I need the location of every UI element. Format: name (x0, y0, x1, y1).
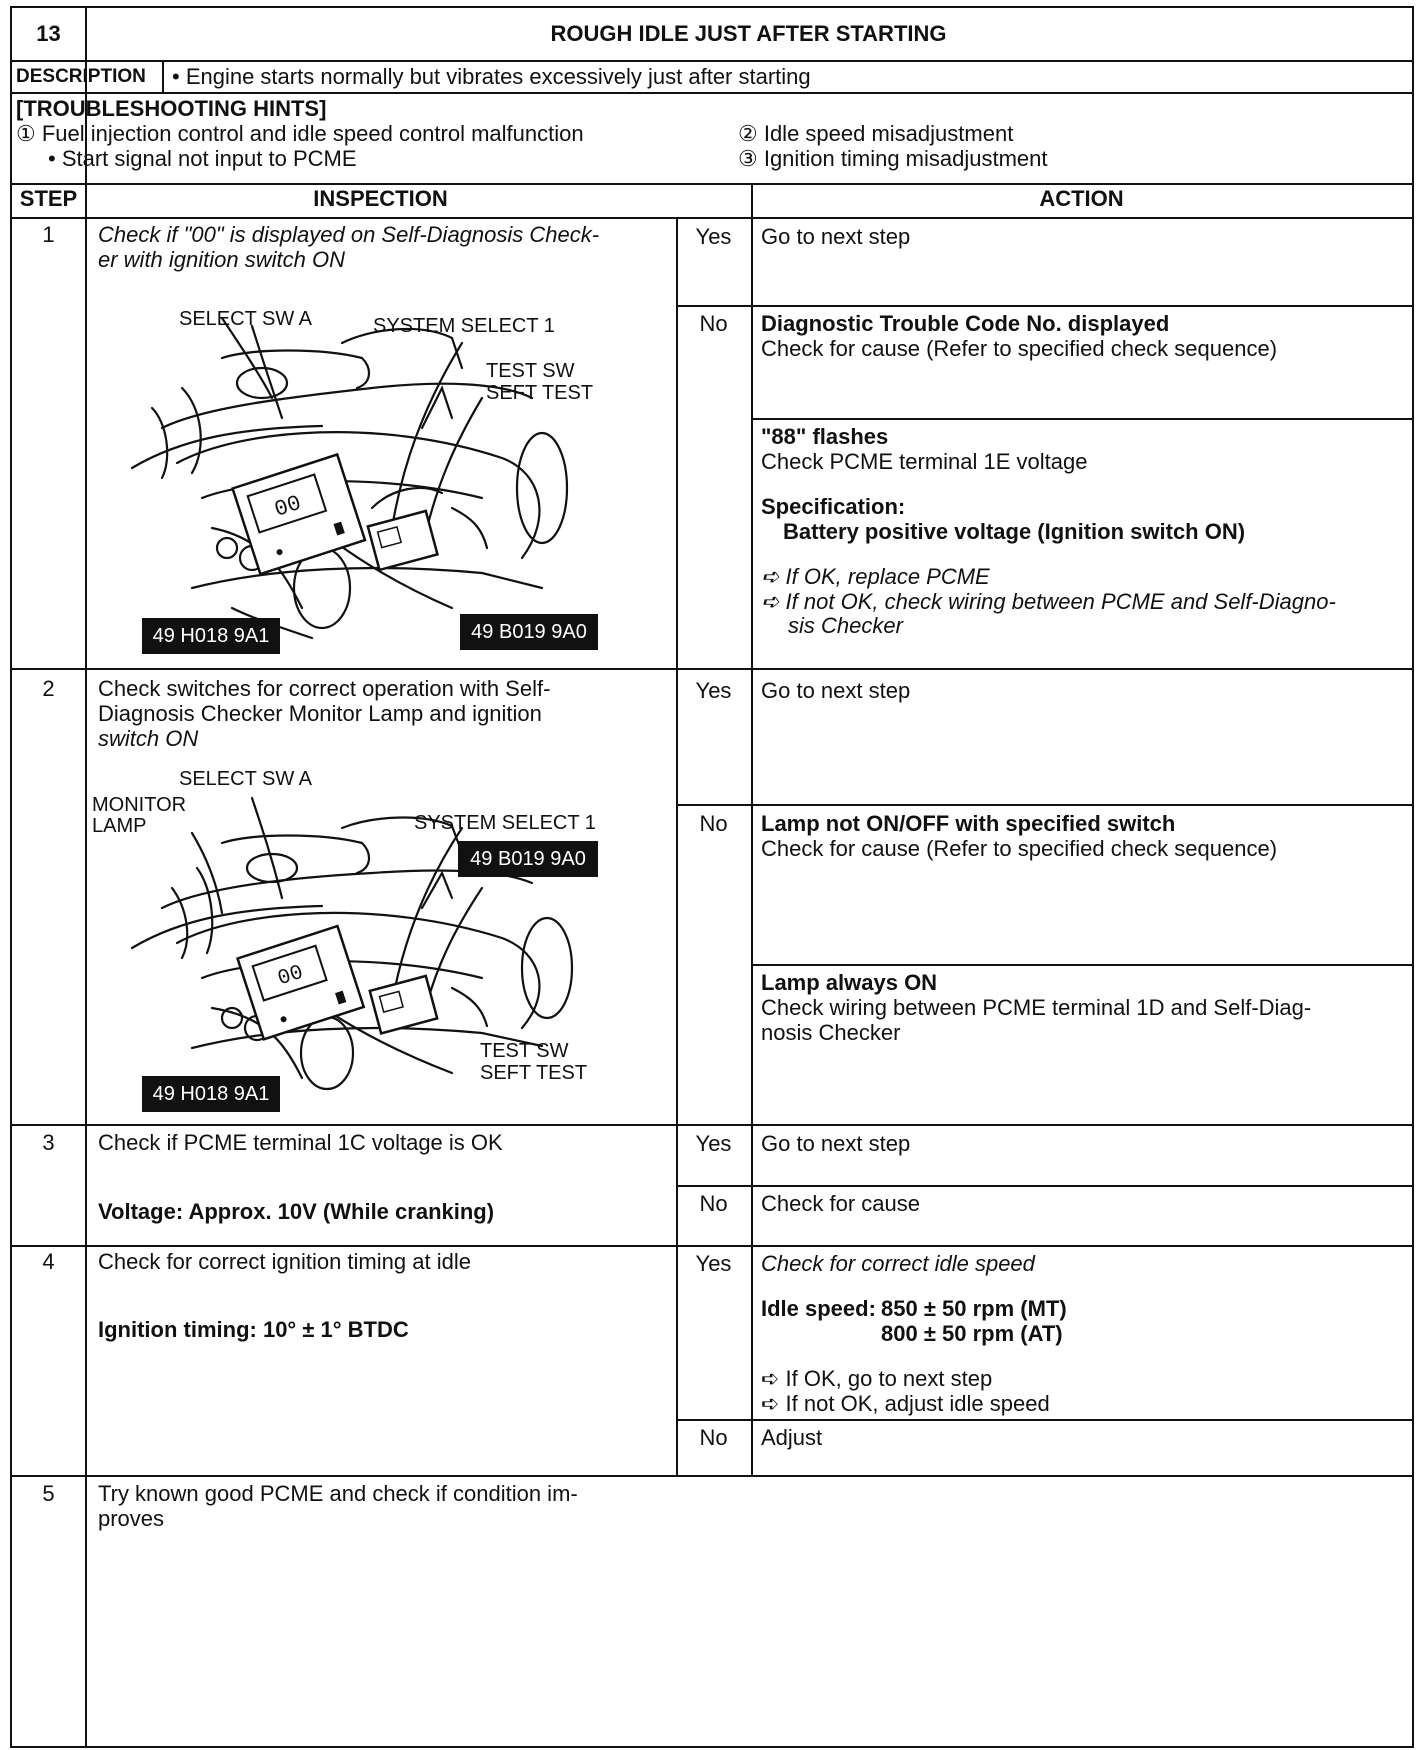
step2-always-text: Check wiring between PCME terminal 1D and Self-Diag- (761, 995, 1312, 1020)
step5-inspection-line2: proves (98, 1506, 165, 1531)
column-action: ACTION (1039, 186, 1124, 211)
step2-label-monitor: MONITOR (92, 794, 187, 816)
step1-flash-title: "88" flashes (761, 424, 889, 449)
rule-description-label (162, 60, 164, 92)
step4-yes-text: Check for correct idle speed (761, 1251, 1035, 1276)
rule-header-bottom (12, 60, 1412, 62)
step2-label-select-sw: SELECT SW A (179, 768, 313, 790)
step1-yes-text: Go to next step (761, 224, 911, 249)
step1-no-title: Diagnostic Trouble Code No. displayed (761, 311, 1170, 336)
hint-2: ② Idle speed misadjustment (738, 121, 1014, 146)
step5-inspection: Try known good PCME and check if condition im- (98, 1481, 578, 1506)
step4-no-label: No (699, 1425, 728, 1450)
rule-step1-bottom (12, 668, 1412, 670)
hint-1: ① Fuel injection control and idle speed control malfunction (16, 121, 584, 146)
step1-label-select-sw: SELECT SW A (179, 308, 313, 330)
rule-description-bottom (12, 92, 1412, 94)
step1-not-ok: ➪ If not OK, check wiring between PCME and Self-Diagno- (761, 589, 1336, 614)
step1-not-ok-line2: sis Checker (788, 613, 903, 638)
step1-label-test-sw: TEST SW (486, 360, 575, 382)
rule-step2-yes-bottom (676, 804, 1412, 806)
step3-no-text: Check for cause (761, 1191, 920, 1216)
step2-checker-display: 00 (275, 961, 307, 992)
step3-no-label: No (699, 1191, 728, 1216)
step1-ok: ➪ If OK, replace PCME (761, 564, 990, 589)
step1-inspection: Check if "00" is displayed on Self-Diagnosis Check- (98, 222, 600, 247)
step1-checker-display: 00 (271, 490, 305, 523)
hints-title: [TROUBLESHOOTING HINTS] (16, 96, 327, 121)
step4-spec: Ignition timing: 10° ± 1° BTDC (98, 1317, 409, 1342)
rule-inspection-right (676, 217, 678, 1475)
step1-label-seft-test: SEFT TEST (486, 382, 594, 404)
step2-always-title: Lamp always ON (761, 970, 938, 995)
step3-spec: Voltage: Approx. 10V (While cranking) (98, 1199, 495, 1224)
column-inspection: INSPECTION (313, 186, 448, 211)
rule-step3-bottom (12, 1245, 1412, 1247)
step3-yes-text: Go to next step (761, 1131, 911, 1156)
step2-label-lamp: LAMP (92, 815, 147, 837)
step1-label-system-select: SYSTEM SELECT 1 (373, 315, 555, 337)
step4-idle-at: 800 ± 50 rpm (AT) (881, 1321, 1063, 1346)
step1-code-b019: 49 B019 9A0 (460, 614, 598, 650)
step-number: 1 (42, 222, 55, 247)
hint-3: ③ Ignition timing misadjustment (738, 146, 1048, 171)
rule-step3-yes-bottom (676, 1185, 1412, 1187)
step4-idle-mt: 850 ± 50 rpm (MT) (881, 1296, 1067, 1321)
step2-label-seft-test: SEFT TEST (480, 1062, 588, 1084)
step2-inspection-line3: switch ON (98, 726, 199, 751)
step1-yes-label: Yes (695, 224, 732, 249)
step2-code-b019: 49 B019 9A0 (458, 841, 598, 877)
step2-code-h018: 49 H018 9A1 (142, 1076, 280, 1112)
step1-inspection-line2: er with ignition switch ON (98, 247, 345, 272)
step4-no-text: Adjust (761, 1425, 823, 1450)
step-number: 2 (42, 676, 55, 701)
step4-not-ok: ➪ If not OK, adjust idle speed (761, 1391, 1050, 1416)
step1-spec-label: Specification: (761, 494, 906, 519)
rule-columns-bottom (12, 217, 1412, 219)
rule-action-left (751, 183, 753, 1475)
rule-step4-yes-bottom (676, 1419, 1412, 1421)
hint-1-sub: • Start signal not input to PCME (48, 146, 357, 171)
step-number: 5 (42, 1481, 55, 1506)
description-text: • Engine starts normally but vibrates excessively just after starting (172, 64, 811, 89)
column-step: STEP (19, 186, 78, 211)
sheet-number: 13 (36, 21, 61, 46)
step3-inspection: Check if PCME terminal 1C voltage is OK (98, 1130, 503, 1155)
step-number: 4 (42, 1249, 55, 1274)
step-number: 3 (42, 1130, 55, 1155)
step1-flash-text: Check PCME terminal 1E voltage (761, 449, 1088, 474)
rule-left-column (85, 8, 87, 1746)
step1-no-label: No (699, 311, 728, 336)
rule-step1-no-bottom (751, 418, 1412, 420)
step4-ok: ➪ If OK, go to next step (761, 1366, 993, 1391)
step1-spec-value: Battery positive voltage (Ignition switch ON) (783, 519, 1246, 544)
step2-inspection-line2: Diagnosis Checker Monitor Lamp and ignition (98, 701, 542, 726)
rule-step4-bottom (12, 1475, 1412, 1477)
step2-yes-label: Yes (695, 678, 732, 703)
step2-no-title: Lamp not ON/OFF with specified switch (761, 811, 1176, 836)
step1-code-h018: 49 H018 9A1 (142, 618, 280, 654)
rule-step1-yes-bottom (676, 305, 1412, 307)
rule-step2-no-bottom (751, 964, 1412, 966)
step4-yes-label: Yes (695, 1251, 732, 1276)
sheet-title: ROUGH IDLE JUST AFTER STARTING (550, 21, 947, 46)
step4-inspection: Check for correct ignition timing at idle (98, 1249, 471, 1274)
step4-idle-label: Idle speed: (761, 1296, 876, 1321)
step1-no-text: Check for cause (Refer to specified check sequence) (761, 336, 1278, 361)
step3-yes-label: Yes (695, 1131, 732, 1156)
description-label: DESCRIPTION (16, 66, 146, 87)
rule-step2-bottom (12, 1124, 1412, 1126)
step2-no-text: Check for cause (Refer to specified check sequence) (761, 836, 1278, 861)
step2-label-system-select: SYSTEM SELECT 1 (414, 812, 596, 834)
step2-always-text-line2: nosis Checker (761, 1020, 901, 1045)
step2-label-test-sw: TEST SW (480, 1040, 569, 1062)
step2-inspection: Check switches for correct operation with Self- (98, 676, 551, 701)
step2-no-label: No (699, 811, 728, 836)
step1-diagram (122, 288, 642, 658)
step2-yes-text: Go to next step (761, 678, 911, 703)
troubleshooting-sheet (10, 6, 1414, 1748)
